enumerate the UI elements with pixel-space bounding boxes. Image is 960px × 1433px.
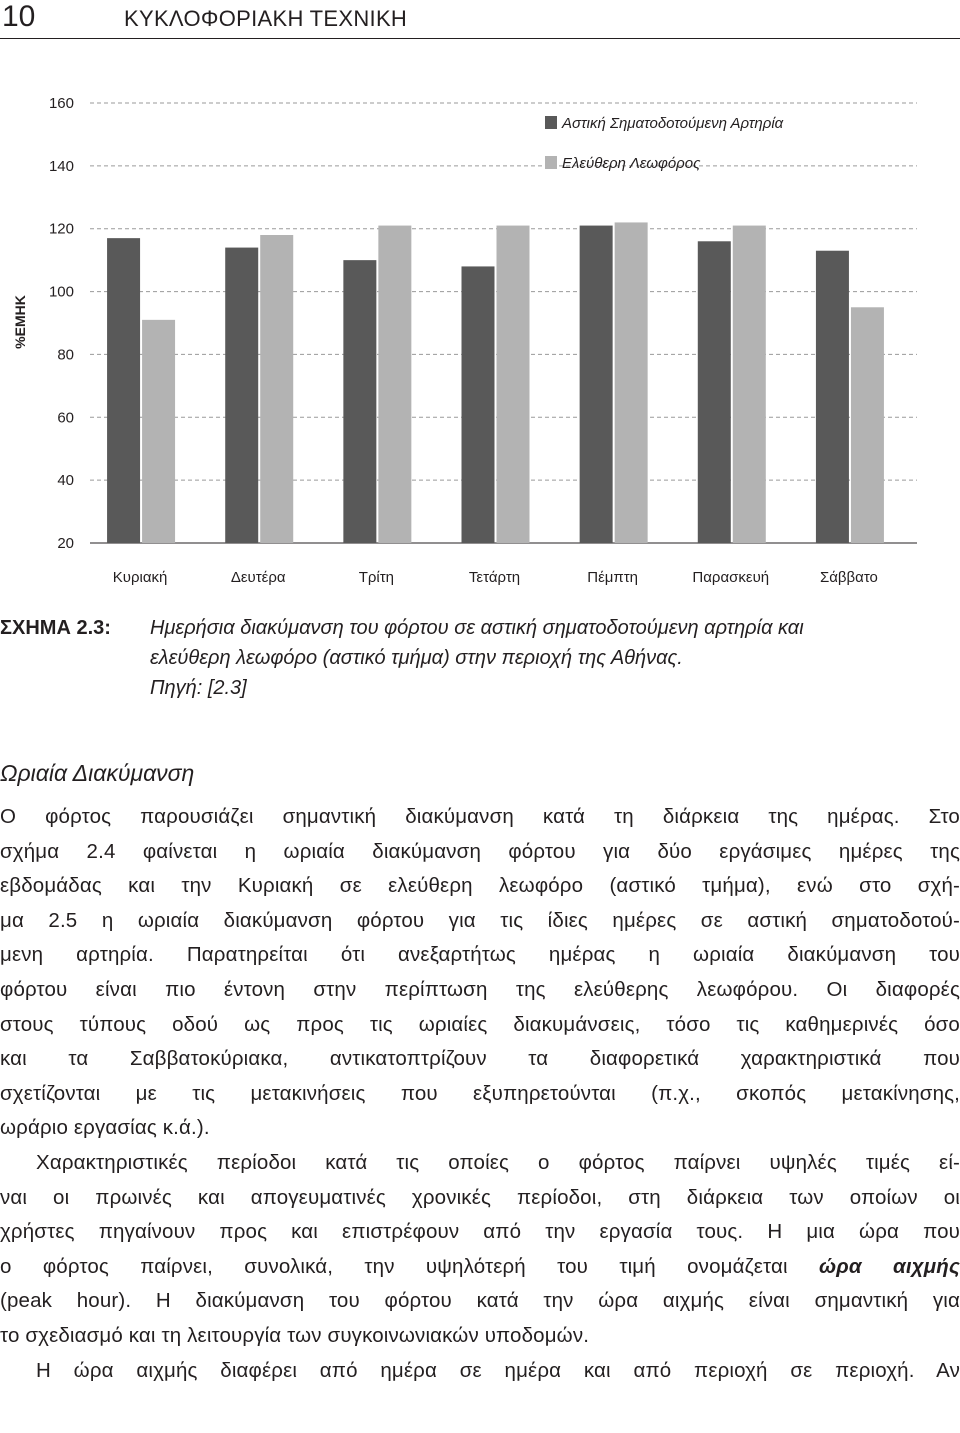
- caption-line: Ημερήσια διακύμανση του φόρτου σε αστική σηματοδοτούμενη αρτηρία και: [150, 617, 804, 639]
- caption-line: ελεύθερη λεωφόρο (αστικό τμήμα) στην περιοχή της Αθήνας.: [150, 647, 683, 669]
- paragraph-line: ωράριο εργασίας κ.ά.).: [0, 1116, 210, 1140]
- chart-bar: [615, 222, 648, 543]
- paragraph-line: χρήστες πηγαίνουν προς και επιστρέφουν από την εργασία τους. Η μια ώρα που: [0, 1220, 960, 1244]
- chart-x-tick-label: Πέμπτη: [587, 569, 639, 586]
- chart-legend-swatch: [545, 116, 557, 129]
- chart-bar: [343, 260, 376, 543]
- chart-y-tick-label: 40: [57, 472, 74, 490]
- chart-x-ticks: [113, 569, 878, 586]
- chart-bar: [698, 241, 731, 543]
- page-header: [0, 0, 960, 40]
- paragraph-line: Ο φόρτος παρουσιάζει σημαντική διακύμανση κατά τη διάρκεια της ημέρας. Στο: [0, 805, 960, 828]
- paragraph-line: μενη αρτηρία. Παρατηρείται ότι ανεξαρτήτως ημέρας η ωριαία διακύμανση του: [0, 943, 960, 967]
- header-rule: [0, 38, 960, 39]
- bar-chart-svg: [0, 80, 960, 595]
- chart-bar: [733, 226, 766, 543]
- section-heading: Ωριαία Διακύμανση: [0, 760, 195, 786]
- chart-bar: [142, 320, 175, 543]
- caption-body: [150, 613, 958, 703]
- emphasized-term: ώρα αιχμής: [819, 1254, 960, 1278]
- paragraph-line: το σχεδιασμό και τη λειτουργία των συγκοινωνιακών υποδομών.: [0, 1323, 590, 1347]
- chart-legend-label: Ελεύθερη Λεωφόρος: [562, 155, 701, 172]
- chart-legend: [545, 115, 784, 172]
- chart-bar: [497, 226, 530, 543]
- chart-x-tick-label: Σάββατο: [819, 569, 878, 586]
- chart-bar: [107, 238, 140, 543]
- chart-y-tick-label: 160: [48, 95, 74, 112]
- running-title: ΚΥΚΛΟΦΟΡΙΑΚΗ ΤΕΧΝΙΚΗ: [124, 6, 408, 31]
- chart-x-tick-label: Κυριακή: [112, 569, 168, 586]
- paragraph-line: [0, 1250, 960, 1285]
- chart-bar: [378, 226, 411, 543]
- caption-source: Πηγή: [2.3]: [150, 677, 247, 699]
- chart-legend-swatch: [545, 156, 557, 169]
- paragraph-line: φόρτου είναι πιο έντονη στην περίπτωση της ελεύθερης λεωφόρου. Οι διαφορές: [0, 977, 960, 1001]
- chart-x-tick-label: Δευτέρα: [230, 569, 286, 586]
- paragraph-text: ο φόρτος παίρνει, συνολικά, την υψηλότερή του τιμή ονομάζεται: [0, 1254, 788, 1278]
- page-number: 10: [2, 0, 36, 33]
- chart-bars: [107, 222, 884, 543]
- chart-legend-label: Αστική Σηματοδοτούμενη Αρτηρία: [562, 115, 784, 132]
- chart-y-tick-label: 140: [48, 157, 74, 175]
- chart-y-tick-label: 20: [57, 535, 74, 552]
- chart-bar: [580, 226, 613, 543]
- chart-y-axis-label: %ΕΜΗΚ: [12, 295, 28, 349]
- paragraph-line: σχετίζονται με τις μετακινήσεις που εξυπηρετούνται (π.χ., σκοπός μετακίνησης,: [0, 1081, 960, 1105]
- chart-y-tick-label: 80: [57, 346, 74, 364]
- paragraph-line: ναι οι πρωινές και απογευματινές χρονικές περίοδοι, στη διάρκεια των οποίων οι: [0, 1185, 960, 1209]
- bar-chart: [0, 80, 960, 595]
- chart-bar: [816, 251, 849, 543]
- chart-bar: [462, 266, 495, 543]
- chart-bar: [260, 235, 293, 543]
- chart-bar: [225, 248, 258, 543]
- chart-y-tick-label: 100: [48, 283, 74, 301]
- body-text: [0, 800, 960, 1388]
- paragraph-line: εβδομάδας και την Κυριακή σε ελεύθερη λεωφόρο (αστικό τμήμα), ενώ στο σχή-: [0, 874, 960, 898]
- chart-bar: [851, 307, 884, 543]
- paragraph-line: στους τύπους οδού ως προς τις ωριαίες διακυμάνσεις, τόσο τις καθημερινές όσο: [0, 1012, 960, 1036]
- chart-y-tick-label: 120: [48, 220, 74, 238]
- chart-x-tick-label: Παρασκευή: [692, 569, 770, 586]
- chart-x-tick-label: Τρίτη: [358, 569, 395, 586]
- paragraph-line: (peak hour). Η διακύμανση του φόρτου κατά την ώρα αιχμής είναι σημαντική για: [0, 1289, 960, 1313]
- paragraph-line: Η ώρα αιχμής διαφέρει από ημέρα σε ημέρα και από περιοχή σε περιοχή. Αν: [36, 1358, 960, 1382]
- chart-x-tick-label: Τετάρτη: [468, 569, 521, 586]
- paragraph-line: μα 2.5 η ωριαία διακύμανση φόρτου για τις ίδιες ημέρες σε αστική σηματοδοτού-: [0, 908, 960, 932]
- paragraph-line: Χαρακτηριστικές περίοδοι κατά τις οποίες ο φόρτος παίρνει υψηλές τιμές εί-: [36, 1150, 960, 1174]
- chart-y-tick-label: 60: [57, 409, 74, 427]
- paragraph-line: σχήμα 2.4 φαίνεται η ωριαία διακύμανση φόρτου για δύο εργάσιμες ημέρες της: [0, 839, 960, 863]
- caption-label: ΣΧΗΜΑ 2.3:: [0, 617, 111, 639]
- chart-y-ticks: [49, 95, 74, 552]
- paragraph-line: και τα Σαββατοκύριακα, αντικατοπτρίζουν τα διαφορετικά χαρακτηριστικά που: [0, 1047, 960, 1071]
